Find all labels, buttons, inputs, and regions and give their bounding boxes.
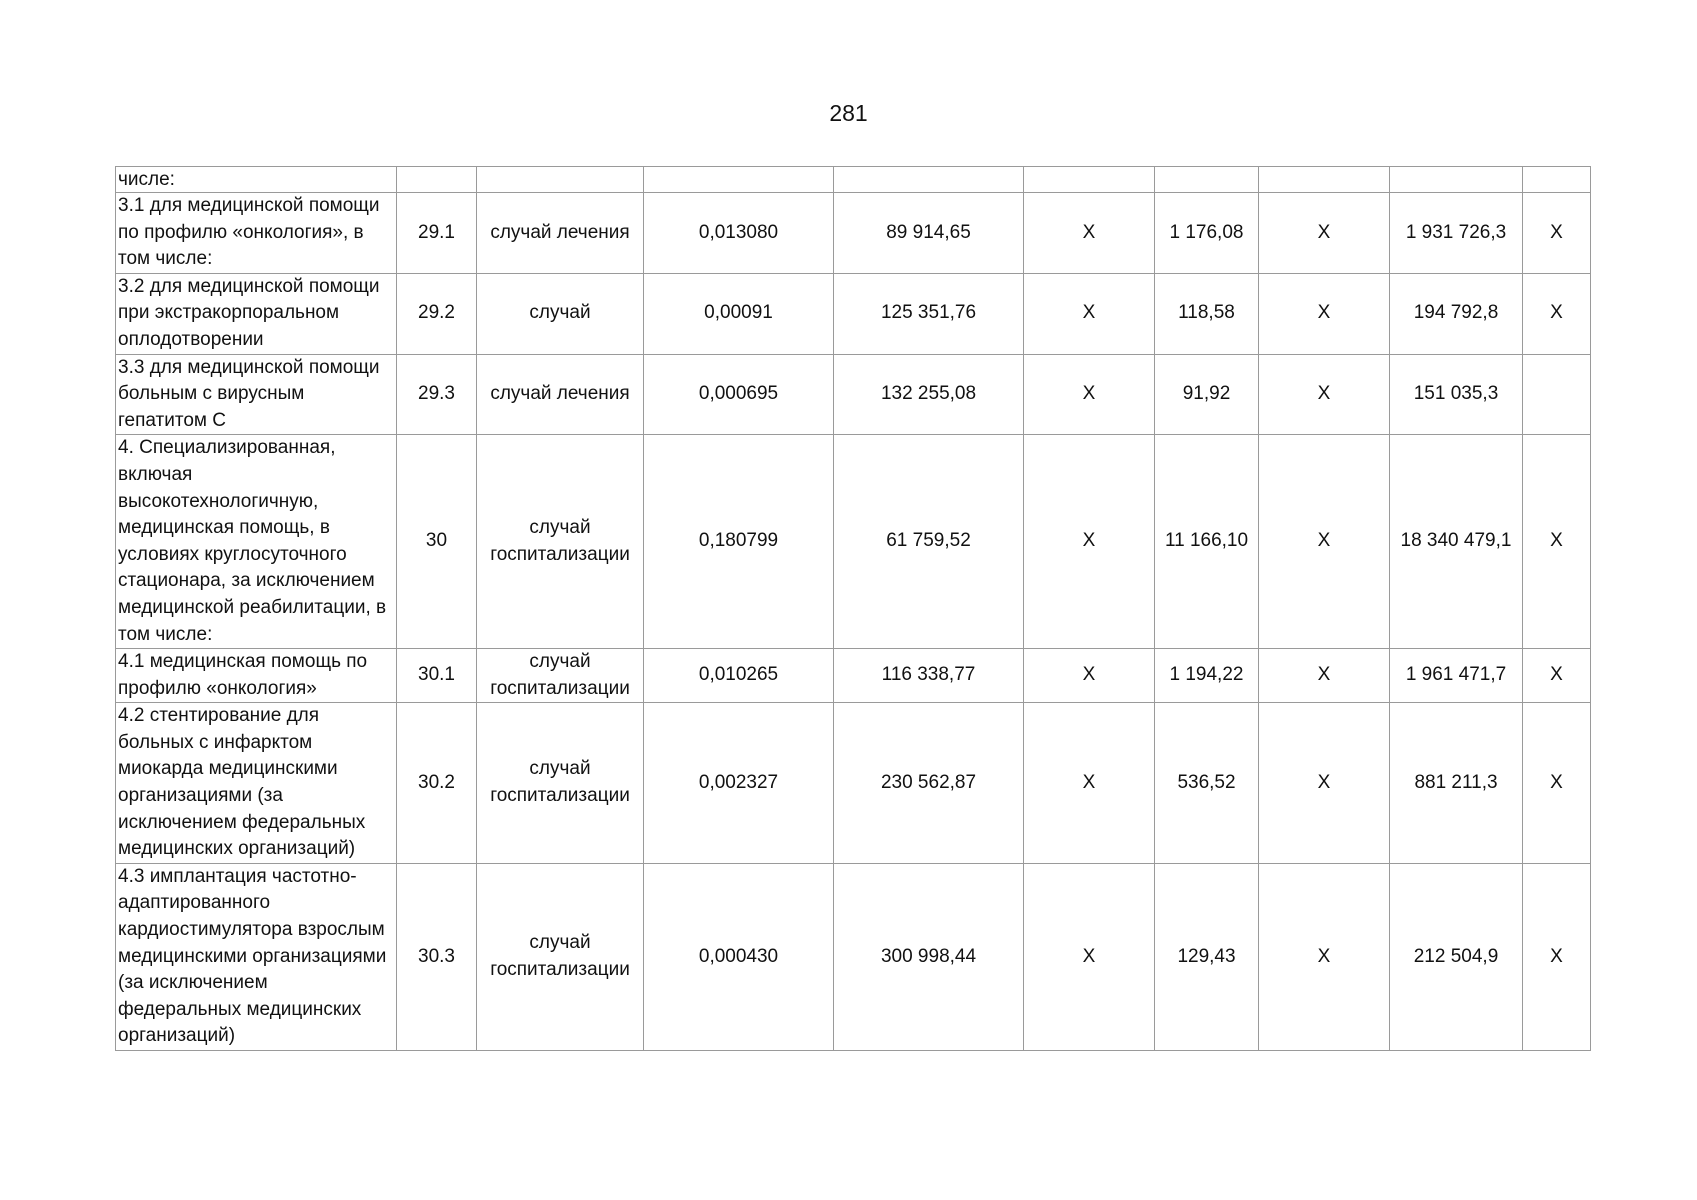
row-label-cell: 4.2 стентирование для больных с инфарктом миокарда медицинскими организациями (за исключением федеральных медицинских организаций) (116, 703, 397, 864)
unit-cell: случай госпитализации (477, 703, 644, 864)
unit-cell: случай лечения (477, 354, 644, 435)
col9-cell: 1 931 726,3 (1390, 193, 1523, 274)
table-row (116, 649, 1591, 703)
col6-cell: Х (1024, 354, 1155, 435)
code-cell: 29.3 (397, 354, 477, 435)
col10-cell (1523, 167, 1591, 193)
col10-cell: Х (1523, 863, 1591, 1050)
col6-cell: Х (1024, 703, 1155, 864)
col8-cell: Х (1259, 354, 1390, 435)
table-row (116, 193, 1591, 274)
col10-cell (1523, 354, 1591, 435)
col6-cell: Х (1024, 649, 1155, 703)
code-cell: 30.3 (397, 863, 477, 1050)
table-row (116, 435, 1591, 649)
unit-cell: случай (477, 273, 644, 354)
col7-cell: 91,92 (1155, 354, 1259, 435)
row-label-cell: числе: (116, 167, 397, 193)
row-label-cell: 4. Специализированная, включая высокотехнологичную, медицинская помощь, в условиях круглосуточного стационара, за исключением медицинской реабилитации, в том числе: (116, 435, 397, 649)
col10-cell: Х (1523, 435, 1591, 649)
page-number: 281 (829, 100, 868, 126)
col7-cell: 11 166,10 (1155, 435, 1259, 649)
col9-cell (1390, 167, 1523, 193)
row-label-cell: 3.1 для медицинской помощи по профилю «онкология», в том числе: (116, 193, 397, 274)
table-row (116, 863, 1591, 1050)
code-cell: 30.1 (397, 649, 477, 703)
col7-cell: 536,52 (1155, 703, 1259, 864)
unit-cell: случай госпитализации (477, 863, 644, 1050)
col7-cell: 118,58 (1155, 273, 1259, 354)
code-cell: 29.1 (397, 193, 477, 274)
cost-cell: 61 759,52 (834, 435, 1024, 649)
col8-cell: Х (1259, 703, 1390, 864)
col8-cell: Х (1259, 863, 1390, 1050)
cost-cell: 300 998,44 (834, 863, 1024, 1050)
col8-cell: Х (1259, 273, 1390, 354)
norm-cell: 0,000430 (644, 863, 834, 1050)
code-cell: 30.2 (397, 703, 477, 864)
cost-cell: 230 562,87 (834, 703, 1024, 864)
col8-cell (1259, 167, 1390, 193)
data-table (115, 166, 1591, 1051)
col7-cell: 129,43 (1155, 863, 1259, 1050)
col10-cell: Х (1523, 703, 1591, 864)
col8-cell: Х (1259, 435, 1390, 649)
col7-cell: 1 176,08 (1155, 193, 1259, 274)
col6-cell: Х (1024, 273, 1155, 354)
norm-cell (644, 167, 834, 193)
col6-cell (1024, 167, 1155, 193)
table-row (116, 167, 1591, 193)
col10-cell: Х (1523, 193, 1591, 274)
row-label-cell: 3.2 для медицинской помощи при экстракорпоральном оплодотворении (116, 273, 397, 354)
unit-cell: случай госпитализации (477, 435, 644, 649)
cost-cell: 116 338,77 (834, 649, 1024, 703)
col10-cell: Х (1523, 273, 1591, 354)
col9-cell: 151 035,3 (1390, 354, 1523, 435)
unit-cell: случай госпитализации (477, 649, 644, 703)
row-label-cell: 4.3 имплантация частотно-адаптированного кардиостимулятора взрослым медицинскими организациями (за исключением федеральных медицинских организаций) (116, 863, 397, 1050)
col7-cell (1155, 167, 1259, 193)
unit-cell (477, 167, 644, 193)
table-row (116, 354, 1591, 435)
row-label-cell: 4.1 медицинская помощь по профилю «онкология» (116, 649, 397, 703)
row-label-cell: 3.3 для медицинской помощи больным с вирусным гепатитом С (116, 354, 397, 435)
norm-cell: 0,000695 (644, 354, 834, 435)
code-cell (397, 167, 477, 193)
norm-cell: 0,00091 (644, 273, 834, 354)
col9-cell: 194 792,8 (1390, 273, 1523, 354)
col9-cell: 18 340 479,1 (1390, 435, 1523, 649)
norm-cell: 0,013080 (644, 193, 834, 274)
unit-cell: случай лечения (477, 193, 644, 274)
code-cell: 30 (397, 435, 477, 649)
col8-cell: Х (1259, 193, 1390, 274)
col9-cell: 881 211,3 (1390, 703, 1523, 864)
norm-cell: 0,010265 (644, 649, 834, 703)
col9-cell: 1 961 471,7 (1390, 649, 1523, 703)
code-cell: 29.2 (397, 273, 477, 354)
col6-cell: Х (1024, 435, 1155, 649)
col8-cell: Х (1259, 649, 1390, 703)
cost-cell: 125 351,76 (834, 273, 1024, 354)
cost-cell (834, 167, 1024, 193)
norm-cell: 0,002327 (644, 703, 834, 864)
cost-cell: 89 914,65 (834, 193, 1024, 274)
table-row (116, 273, 1591, 354)
col9-cell: 212 504,9 (1390, 863, 1523, 1050)
col6-cell: Х (1024, 193, 1155, 274)
cost-cell: 132 255,08 (834, 354, 1024, 435)
col10-cell: Х (1523, 649, 1591, 703)
norm-cell: 0,180799 (644, 435, 834, 649)
table-row (116, 703, 1591, 864)
col7-cell: 1 194,22 (1155, 649, 1259, 703)
col6-cell: Х (1024, 863, 1155, 1050)
